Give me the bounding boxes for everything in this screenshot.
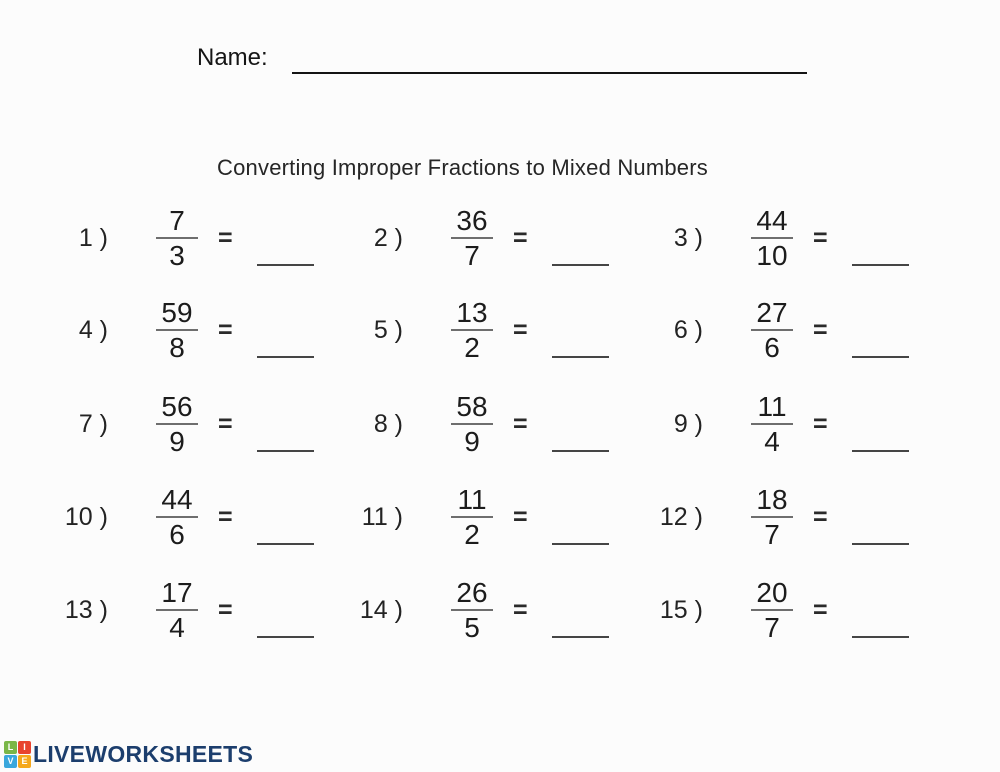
fraction-slot [739,391,805,458]
fraction-slot [739,577,805,644]
problem-11 [345,477,645,557]
fraction [451,391,493,458]
answer-blank[interactable] [552,543,609,545]
fraction [156,205,198,272]
problem-3 [645,198,945,278]
fraction-bar [156,609,198,611]
problem-number: 15 ) [659,595,703,624]
fraction-bar [751,609,793,611]
fraction [751,577,793,644]
fraction-slot [144,297,210,364]
fraction [751,391,793,458]
fraction-numerator: 56 [161,390,193,422]
equals-sign: = [813,409,828,438]
equals-sign: = [513,223,528,252]
problem-13 [50,570,350,650]
fraction [451,577,493,644]
equals-sign: = [813,223,828,252]
answer-blank[interactable] [852,450,909,452]
fraction-denominator: 9 [169,426,185,457]
problem-1 [50,198,350,278]
fraction-bar [751,329,793,331]
equals-sign: = [513,409,528,438]
fraction-denominator: 7 [464,240,480,271]
fraction [451,205,493,272]
problem-number: 14 ) [359,595,403,624]
fraction [156,391,198,458]
fraction-numerator: 44 [756,204,788,236]
problem-number: 13 ) [64,595,108,624]
fraction-numerator: 13 [456,296,488,328]
fraction-slot [739,484,805,551]
fraction-denominator: 10 [756,240,788,271]
problem-9 [645,384,945,464]
equals-sign: = [218,315,233,344]
fraction-numerator: 59 [161,296,193,328]
fraction-denominator: 6 [169,519,185,550]
fraction-bar [451,237,493,239]
fraction-numerator: 26 [456,576,488,608]
problem-number: 3 ) [673,223,703,252]
fraction-bar [751,516,793,518]
fraction-slot [439,577,505,644]
fraction-slot [144,391,210,458]
fraction-denominator: 5 [464,612,480,643]
fraction [751,297,793,364]
fraction-numerator: 58 [456,390,488,422]
problem-15 [645,570,945,650]
answer-blank[interactable] [257,356,314,358]
fraction [751,205,793,272]
liveworksheets-footer [4,741,253,768]
problem-7 [50,384,350,464]
fraction-denominator: 2 [464,519,480,550]
answer-blank[interactable] [552,450,609,452]
problem-6 [645,290,945,370]
problem-number: 5 ) [373,315,403,344]
answer-blank[interactable] [852,636,909,638]
fraction [156,297,198,364]
worksheet-title: Converting Improper Fractions to Mixed Numbers [217,155,708,180]
fraction-slot [739,297,805,364]
fraction-slot [739,205,805,272]
fraction-denominator: 7 [764,612,780,643]
fraction-numerator: 11 [757,390,787,422]
fraction-slot [144,484,210,551]
equals-sign: = [218,502,233,531]
answer-blank[interactable] [257,636,314,638]
answer-blank[interactable] [257,450,314,452]
logo-tile-i: I [18,741,31,754]
fraction-denominator: 7 [764,519,780,550]
fraction-bar [451,516,493,518]
fraction [156,484,198,551]
logo-tile-e: E [18,755,31,768]
answer-blank[interactable] [852,356,909,358]
fraction-bar [451,329,493,331]
problem-8 [345,384,645,464]
fraction-slot [439,297,505,364]
fraction-bar [751,237,793,239]
fraction-numerator: 18 [756,483,788,515]
problem-4 [50,290,350,370]
fraction-numerator: 20 [756,576,788,608]
fraction [751,484,793,551]
problem-number: 1 ) [78,223,108,252]
fraction-slot [144,205,210,272]
problem-2 [345,198,645,278]
problem-number: 8 ) [373,409,403,438]
name-row [197,44,807,74]
problem-14 [345,570,645,650]
fraction-bar [451,423,493,425]
equals-sign: = [218,409,233,438]
name-input-line[interactable] [292,48,807,74]
fraction-numerator: 27 [756,296,788,328]
equals-sign: = [513,502,528,531]
answer-blank[interactable] [852,264,909,266]
equals-sign: = [218,223,233,252]
fraction-bar [156,516,198,518]
fraction-denominator: 4 [169,612,185,643]
problem-number: 2 ) [373,223,403,252]
problem-number: 7 ) [78,409,108,438]
fraction [451,484,493,551]
equals-sign: = [813,595,828,624]
name-label: Name: [197,44,268,71]
fraction-numerator: 17 [161,576,193,608]
fraction [451,297,493,364]
liveworksheets-logo-icon [4,741,31,768]
fraction-denominator: 8 [169,332,185,363]
logo-tile-v: V [4,755,17,768]
answer-blank[interactable] [257,264,314,266]
fraction-denominator: 4 [764,426,780,457]
logo-tile-l: L [4,741,17,754]
fraction-bar [451,609,493,611]
fraction-denominator: 3 [169,240,185,271]
fraction-slot [439,391,505,458]
fraction-denominator: 6 [764,332,780,363]
fraction-bar [156,329,198,331]
fraction-numerator: 7 [169,204,185,236]
equals-sign: = [813,502,828,531]
problem-5 [345,290,645,370]
problem-number: 6 ) [673,315,703,344]
answer-blank[interactable] [852,543,909,545]
liveworksheets-wordmark: LIVEWORKSHEETS [33,741,254,767]
answer-blank[interactable] [552,356,609,358]
fraction-slot [439,205,505,272]
fraction-numerator: 36 [456,204,488,236]
equals-sign: = [813,315,828,344]
equals-sign: = [218,595,233,624]
fraction-numerator: 11 [457,483,487,515]
problem-number: 12 ) [659,502,703,531]
fraction [156,577,198,644]
problem-10 [50,477,350,557]
fraction-slot [439,484,505,551]
fraction-bar [156,423,198,425]
fraction-denominator: 9 [464,426,480,457]
fraction-bar [156,237,198,239]
problem-number: 11 ) [361,502,403,531]
fraction-denominator: 2 [464,332,480,363]
answer-blank[interactable] [552,264,609,266]
equals-sign: = [513,315,528,344]
fraction-bar [751,423,793,425]
answer-blank[interactable] [552,636,609,638]
answer-blank[interactable] [257,543,314,545]
problem-number: 4 ) [78,315,108,344]
fraction-slot [144,577,210,644]
problem-number: 9 ) [673,409,703,438]
equals-sign: = [513,595,528,624]
problem-12 [645,477,945,557]
fraction-numerator: 44 [161,483,193,515]
problem-number: 10 ) [64,502,108,531]
